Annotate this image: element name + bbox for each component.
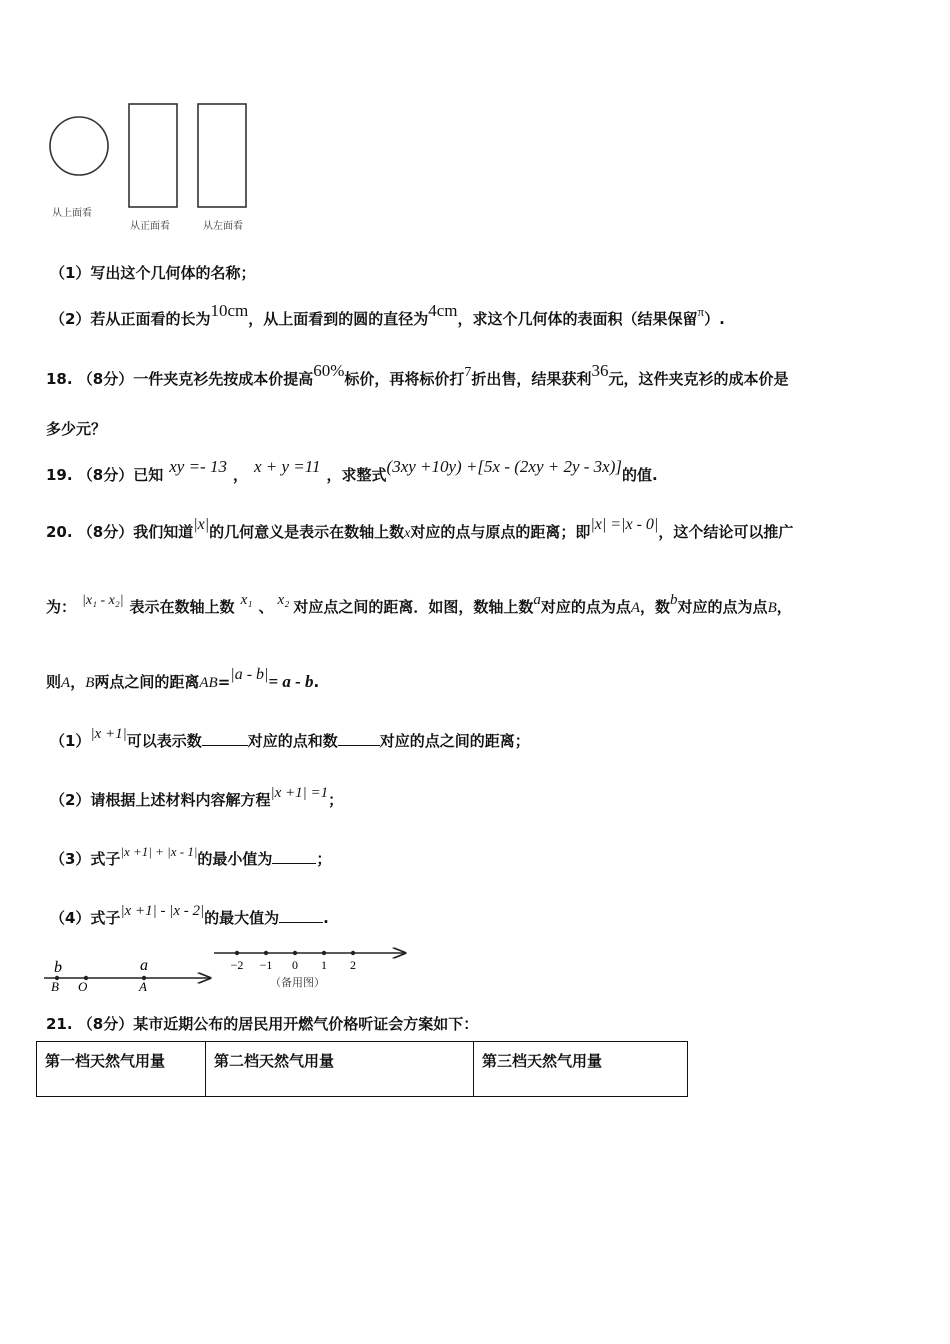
front-view-rectangle bbox=[129, 104, 177, 207]
question-18-line2: 多少元？ bbox=[46, 420, 107, 438]
table-header-tier1: 第一档天然气用量 bbox=[37, 1042, 206, 1097]
q17-part2: （2）若从正面看的长为10cm，从上面看到的圆的直径为4cm，求这个几何体的表面积（结果保留π）. bbox=[50, 301, 725, 328]
label-b-var: b bbox=[54, 959, 62, 976]
question-20-line3: 则A，B两点之间的距离AB=|a - b|= a - b. bbox=[46, 666, 320, 691]
q20-part1: （1）|x +1|可以表示数 对应的点和数 对应的点之间的距离； bbox=[50, 726, 530, 750]
question-20-line1: 20. （8分）我们知道|x|的几何意义是表示在数轴上数x对应的点与原点的距离；即|x| =|x - 0|，这个结论可以推广 bbox=[46, 516, 794, 541]
question-20-line2: 为： |x₁ - x₂| 表示在数轴上数 x₁ 、 x₂ 对应点之间的距离．如图，数轴上数a对应的点为点A，数b对应的点为点B， bbox=[46, 592, 792, 616]
backup-tick-label: 0 bbox=[292, 958, 298, 972]
table-row bbox=[37, 1042, 688, 1097]
top-view-caption: 从上面看 bbox=[52, 208, 92, 219]
label-point-A: A bbox=[139, 979, 147, 994]
question-19: 19. （8分）已知 xy =- 13 ， x + y =11 ，求整式(3xy +10y) +[5x - (2xy + 2y - 3x)]的值. bbox=[46, 457, 658, 484]
number-line-figure bbox=[40, 950, 220, 995]
table-header-tier3: 第三档天然气用量 bbox=[474, 1042, 688, 1097]
backup-tick-label: −1 bbox=[259, 958, 273, 972]
label-point-B: B bbox=[51, 979, 59, 994]
question-21: 21. （8分）某市近期公布的居民用开燃气价格听证会方案如下： bbox=[46, 1015, 479, 1033]
backup-tick-label: 1 bbox=[321, 958, 327, 972]
front-view-caption: 从正面看 bbox=[130, 221, 170, 232]
backup-tick-point bbox=[235, 951, 239, 955]
backup-tick-point bbox=[293, 951, 297, 955]
q20-part4-blank[interactable] bbox=[279, 908, 323, 923]
question-18: 18. （8分）一件夹克衫先按成本价提高60%标价，再将标价打7折出售，结果获利36元，这件夹克衫的成本价是 bbox=[46, 361, 789, 388]
q20-part1-blank2[interactable] bbox=[338, 731, 380, 746]
q20-part1-blank1[interactable] bbox=[202, 731, 248, 746]
backup-tick-label: −2 bbox=[230, 958, 244, 972]
left-view-caption: 从左面看 bbox=[203, 221, 243, 232]
table-header-tier2: 第二档天然气用量 bbox=[206, 1042, 474, 1097]
top-view-circle bbox=[50, 117, 108, 175]
backup-caption: （备用图） bbox=[270, 976, 325, 989]
backup-tick-point bbox=[264, 951, 268, 955]
backup-tick-point bbox=[322, 951, 326, 955]
left-view-rectangle bbox=[198, 104, 246, 207]
label-point-O: O bbox=[78, 979, 88, 994]
backup-number-line bbox=[210, 942, 410, 994]
backup-tick-point bbox=[351, 951, 355, 955]
q20-part3: （3）式子|x +1| + |x - 1|的最小值为 ； bbox=[50, 844, 332, 868]
q20-part3-blank[interactable] bbox=[272, 849, 316, 864]
q20-part4: （4）式子|x +1| - |x - 2|的最大值为 . bbox=[50, 903, 329, 927]
q17-part1: （1）写出这个几何体的名称； bbox=[50, 264, 256, 282]
q20-part2: （2）请根据上述材料内容解方程|x +1| =1； bbox=[50, 785, 344, 809]
label-a-var: a bbox=[140, 957, 148, 974]
backup-tick-label: 2 bbox=[350, 958, 356, 972]
gas-price-table bbox=[36, 1041, 688, 1097]
